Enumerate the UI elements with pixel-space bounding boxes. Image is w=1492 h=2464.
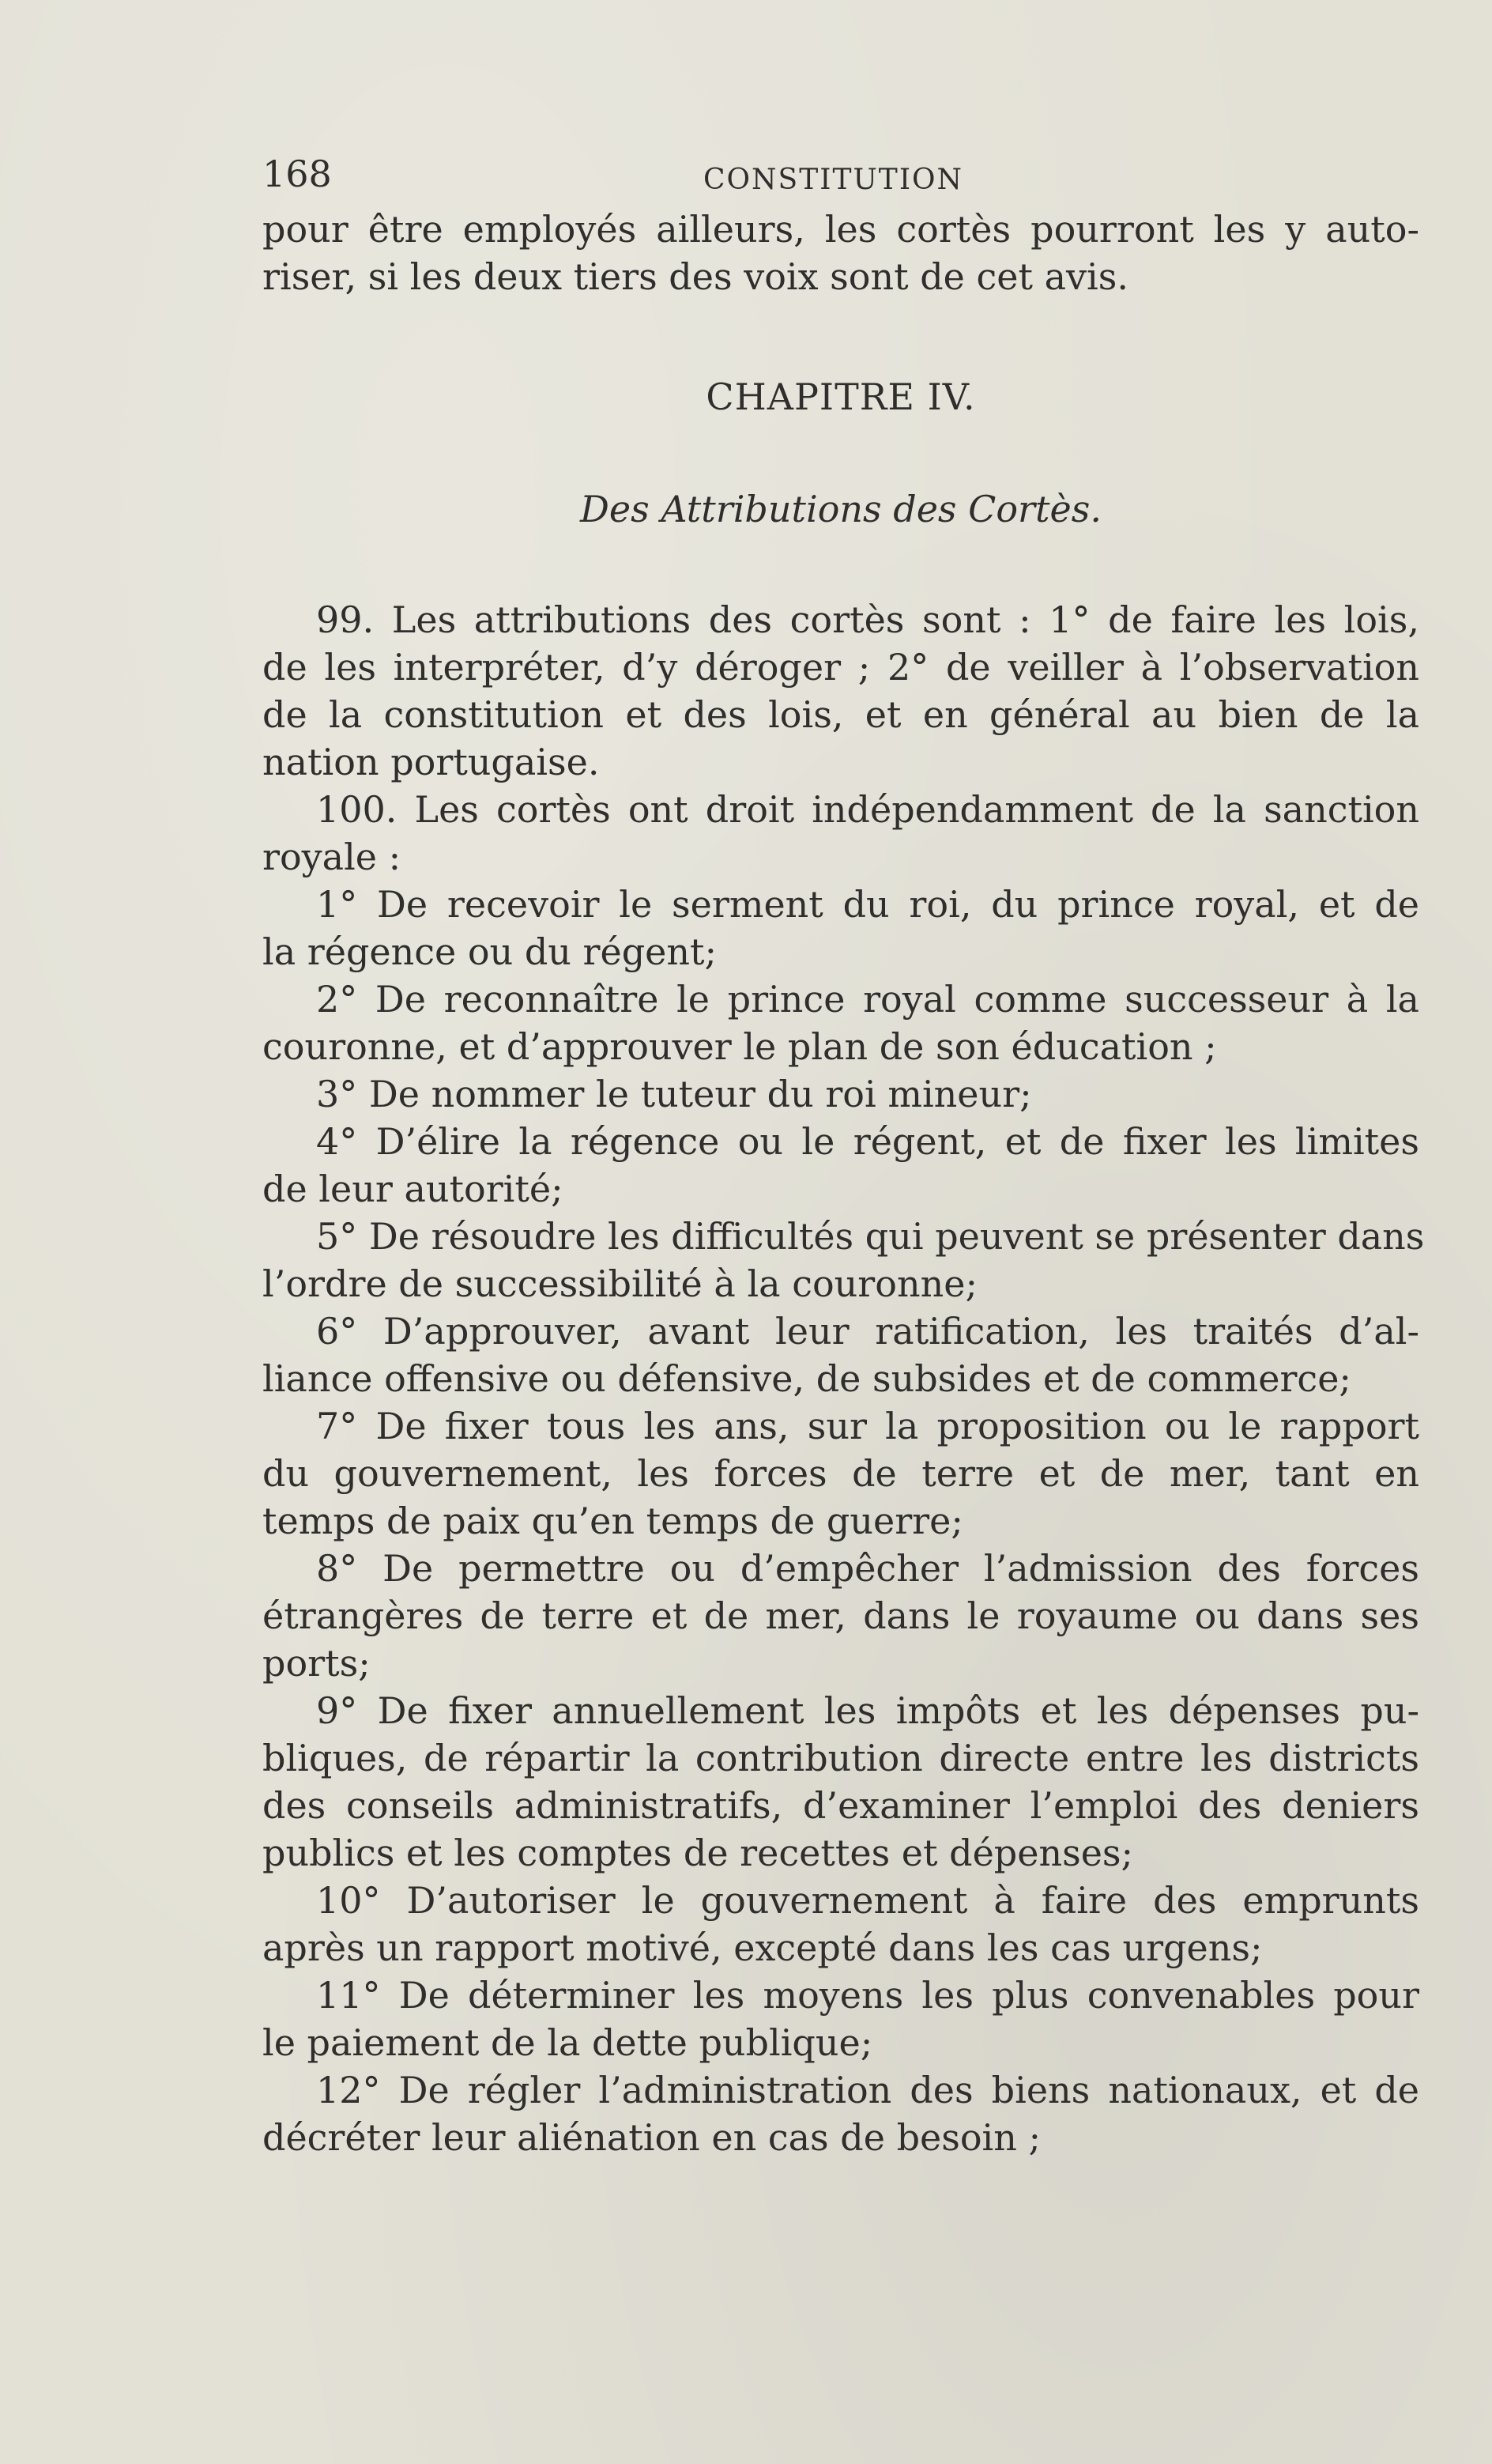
text-line: liance offensive ou défensive, de subsides et de commerce;	[262, 1357, 1351, 1400]
text-line: 1° De recevoir le serment du roi, du prince royal, et de	[316, 883, 1419, 926]
chapter-subtitle: Des Attributions des Cortès.	[580, 488, 1102, 530]
text-line: 9° De fixer annuellement les impôts et les dépenses pu-	[316, 1689, 1419, 1732]
text-line: couronne, et d’approuver le plan de son éducation ;	[262, 1025, 1217, 1068]
text-line: 10° D’autoriser le gouvernement à faire des emprunts	[316, 1879, 1419, 1922]
item-11	[262, 1972, 1419, 2066]
item-2	[262, 975, 1419, 1070]
text-line: 3° De nommer le tuteur du roi mineur;	[316, 1073, 1032, 1115]
text-line: 7° De fixer tous les ans, sur la proposition ou le rapport	[316, 1405, 1419, 1447]
text-line: 12° De régler l’administration des biens nationaux, et de	[316, 2069, 1419, 2111]
text-line: 8° De permettre ou d’empêcher l’admission des forces	[316, 1547, 1419, 1590]
text-line: bliques, de répartir la contribution directe entre les districts	[262, 1737, 1419, 1779]
intro-paragraph	[262, 206, 1419, 300]
article-100	[262, 786, 1419, 881]
text-line: riser, si les deux tiers des voix sont de cet avis.	[262, 255, 1128, 298]
text-line: royale :	[262, 836, 401, 878]
text-line: 100. Les cortès ont droit indépendamment de la sanction	[316, 788, 1419, 831]
text-line: 5° De résoudre les difficultés qui peuvent se présenter dans	[316, 1215, 1425, 1258]
text-line: nation portugaise.	[262, 741, 600, 783]
text-line: ports;	[262, 1642, 371, 1685]
article-99	[262, 596, 1419, 786]
item-1	[262, 881, 1419, 975]
text-line: 11° De déterminer les moyens les plus convenables pour	[316, 1974, 1419, 2017]
text-line: de leur autorité;	[262, 1168, 563, 1210]
item-8	[262, 1545, 1419, 1687]
item-7	[262, 1402, 1419, 1545]
text-line: décréter leur aliénation en cas de besoin ;	[262, 2116, 1042, 2159]
text-line: la régence ou du régent;	[262, 930, 717, 973]
page-header	[262, 150, 1419, 206]
text-line: 2° De reconnaître le prince royal comme successeur à la	[316, 978, 1419, 1021]
page-text	[262, 150, 1425, 2161]
text-line: publics et les comptes de recettes et dépenses;	[262, 1832, 1134, 1874]
running-title: CONSTITUTION	[703, 164, 964, 196]
text-line: des conseils administratifs, d’examiner l’emploi des deniers	[262, 1784, 1419, 1827]
item-10	[262, 1877, 1419, 1972]
text-line: du gouvernement, les forces de terre et de mer, tant en	[262, 1452, 1419, 1495]
page-number: 168	[262, 153, 332, 195]
text-line: de les interpréter, d’y déroger ; 2° de veiller à l’observation	[262, 646, 1419, 689]
item-5	[262, 1213, 1425, 1307]
text-line: après un rapport motivé, excepté dans les cas urgens;	[262, 1926, 1263, 1969]
text-line: l’ordre de successibilité à la couronne;	[262, 1262, 978, 1305]
item-12	[262, 2066, 1419, 2161]
text-line: le paiement de la dette publique;	[262, 2021, 873, 2064]
item-6	[262, 1307, 1419, 1402]
text-line: 4° D’élire la régence ou le régent, et de fixer les limites	[316, 1120, 1419, 1163]
text-line: 99. Les attributions des cortès sont : 1° de faire les lois,	[316, 598, 1419, 641]
text-line: étrangères de terre et de mer, dans le royaume ou dans ses	[262, 1594, 1419, 1637]
item-9	[262, 1687, 1419, 1877]
text-line: pour être employés ailleurs, les cortès pourront les y auto-	[262, 208, 1419, 251]
chapter-heading: CHAPITRE IV.	[706, 375, 976, 418]
text-line: 6° D’approuver, avant leur ratification, les traités d’al-	[316, 1310, 1419, 1353]
text-line: temps de paix qu’en temps de guerre;	[262, 1500, 963, 1542]
text-line: de la constitution et des lois, et en général au bien de la	[262, 693, 1419, 736]
item-3	[262, 1070, 1419, 1118]
articles	[262, 596, 1425, 2161]
item-4	[262, 1118, 1419, 1213]
